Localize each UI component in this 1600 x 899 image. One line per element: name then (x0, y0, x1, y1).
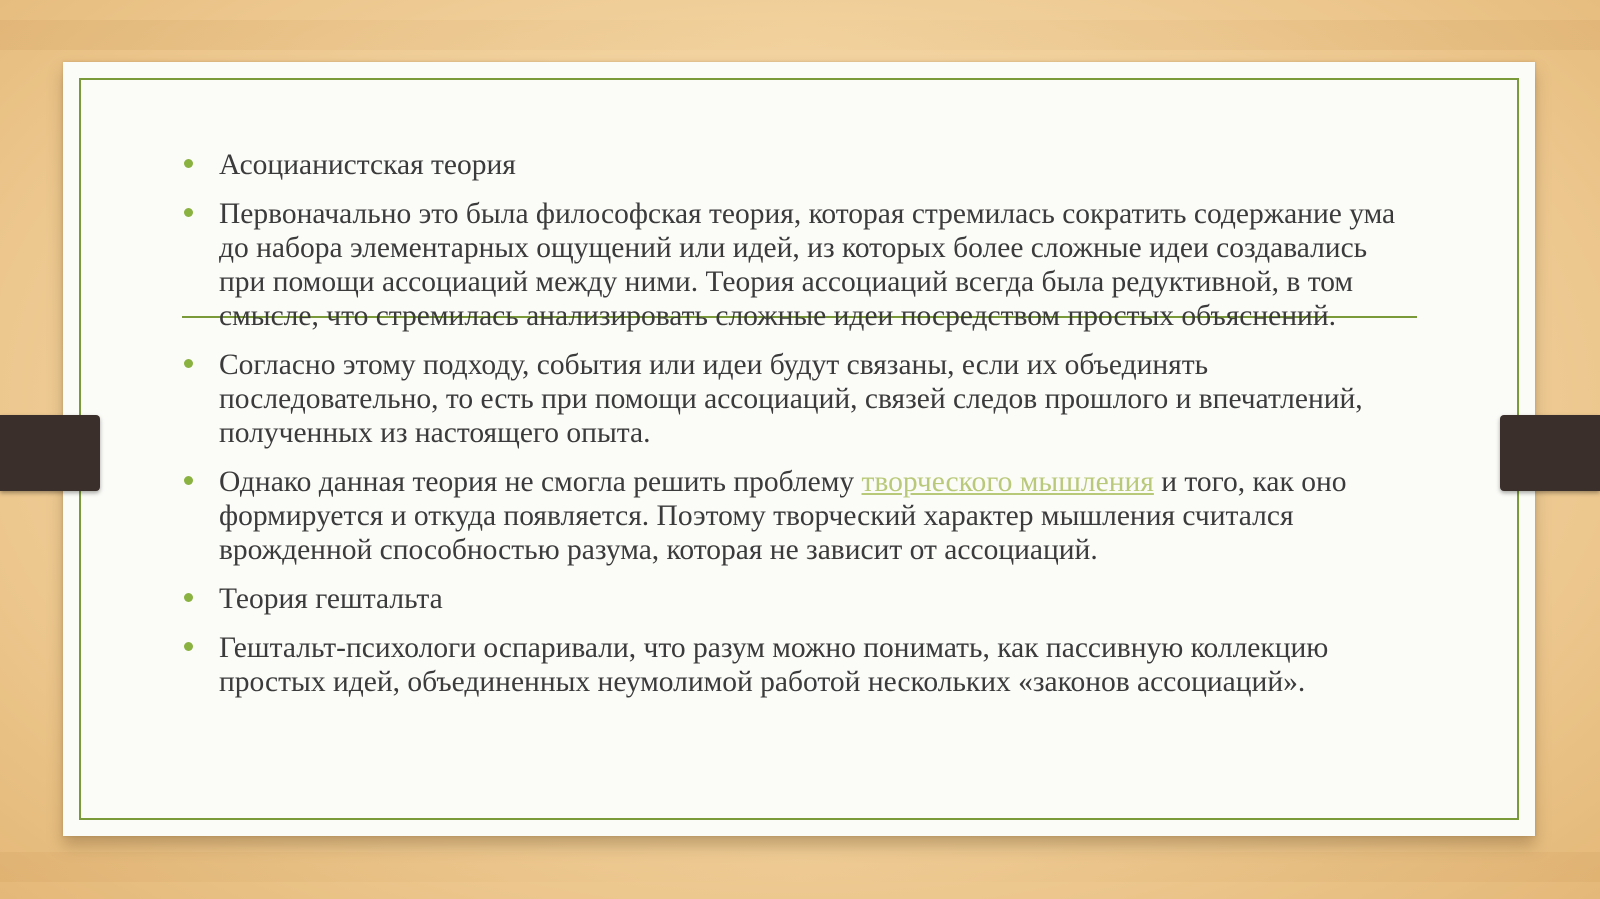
bullet-text: Согласно этому подходу, события или идеи будут связаны, если их объединять последовательно, то есть при помощи ассоциаций, связей следов прошлого и впечатлений, полученных из настоящего опыта. (219, 349, 1363, 449)
bullet-text-after-link: и того, как оно формируется и откуда появляется. Поэтому творческий характер мышления считался врожденной способностью разума, которая не зависит от ассоциаций. (219, 466, 1347, 566)
binder-clip-right (1500, 415, 1600, 491)
bullet-text: Асоцианистская теория (219, 149, 516, 181)
bullet-text: Теория гештальта (219, 583, 443, 615)
binder-clip-left (0, 415, 100, 491)
bullet-item (182, 148, 1417, 182)
bullet-item (182, 197, 1417, 333)
bullet-item (182, 631, 1417, 699)
bullet-dot-icon (184, 642, 193, 651)
bullet-text-before-link: Однако данная теория не смогла решить проблему (219, 466, 862, 498)
bullet-dot-icon (184, 208, 193, 217)
wood-grain (0, 20, 1600, 50)
bullet-dot-icon (184, 476, 193, 485)
bullet-item (182, 582, 1417, 616)
slide-content (182, 148, 1417, 714)
wood-grain (0, 852, 1600, 882)
creative-thinking-link[interactable]: творческого мышления (861, 466, 1154, 498)
bullet-dot-icon (184, 159, 193, 168)
bullet-dot-icon (184, 359, 193, 368)
bullet-item (182, 465, 1417, 567)
bullet-dot-icon (184, 593, 193, 602)
bullet-text: Первоначально это была философская теория, которая стремилась сократить содержание ума до набора элементарных ощущений или идей, из которых более сложные идеи создавались при помощи ассоциаций между ними. Теория ассоциаций всегда была редуктивной, в том смысле, что стремилась анализировать сложные идеи посредством простых объяснений. (219, 198, 1396, 332)
bullet-list (182, 148, 1417, 699)
bullet-text: Гештальт-психологи оспаривали, что разум можно понимать, как пассивную коллекцию простых идей, объединенных неумолимой работой нескольких «законов ассоциаций». (219, 632, 1329, 698)
bullet-item (182, 348, 1417, 450)
